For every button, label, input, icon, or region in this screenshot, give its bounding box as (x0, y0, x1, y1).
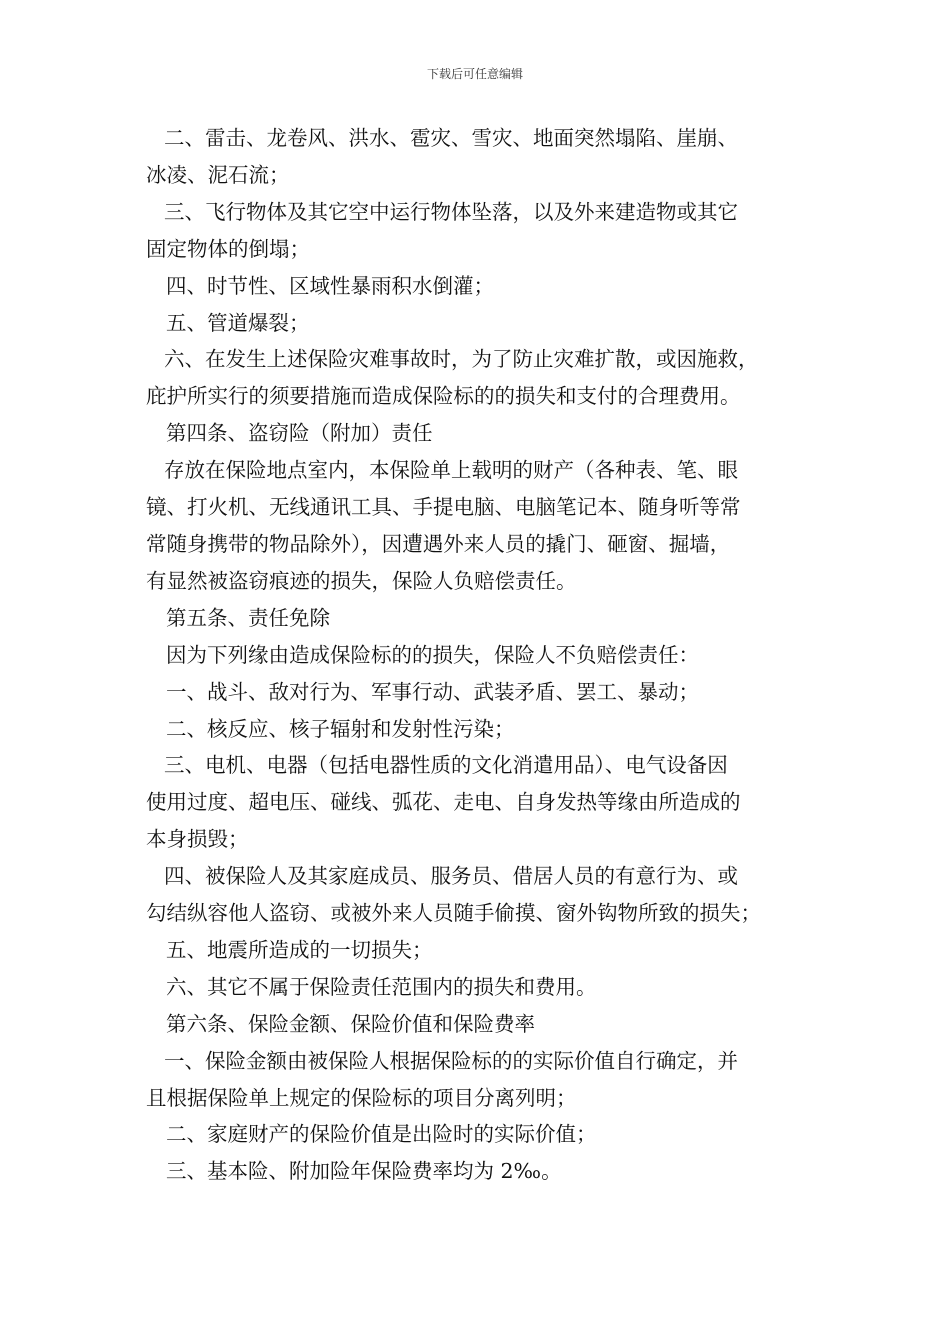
text-line: 二、雷击、龙卷风、洪水、雹灾、雪灾、地面突然塌陷、崖崩、 (164, 126, 738, 150)
text-line: 二、家庭财产的保险价值是出险时的实际价值； (166, 1122, 597, 1147)
text-line: 五、地震所造成的一切损失； (166, 937, 433, 962)
text-line: 有显然被盗窃痕迹的损失，保险人负赔偿责任。 (146, 568, 577, 593)
section-heading: 第六条、保险金额、保险价值和保险费率 (166, 1011, 535, 1036)
text-line: 三、电机、电器（包括电器性质的文化消遣用品）、电气设备因 (164, 753, 728, 778)
text-line: 二、核反应、核子辐射和发射性污染； (166, 716, 515, 741)
text-line: 三、飞行物体及其它空中运行物体坠落，以及外来建造物或其它 (164, 199, 738, 224)
text-line: 一、战斗、敌对行为、军事行动、武装矛盾、罢工、暴动； (166, 679, 699, 704)
text-line: 固定物体的倒塌； (146, 236, 310, 261)
text-line: 常随身携带的物品除外），因遭遇外来人员的撬门、砸窗、掘墙， (146, 531, 731, 556)
body-text (146, 120, 816, 1190)
text-line: 六、其它不属于保险责任范围内的损失和费用。 (166, 974, 597, 999)
text-line: 使用过度、超电压、碰线、弧花、走电、自身发热等缘由所造成的 (146, 790, 741, 815)
text-line: 庇护所实行的须要措施而造成保险标的的损失和支付的合理费用。 (146, 384, 741, 409)
text-line: 六、在发生上述保险灾难事故时，为了防止灾难扩散，或因施救， (164, 347, 759, 372)
section-heading: 第四条、盗窃险（附加）责任 (166, 421, 433, 446)
text-line: 五、管道爆裂； (166, 310, 310, 335)
text-line: 镜、打火机、无线通讯工具、手提电脑、电脑笔记本、随身听等常 (146, 495, 741, 520)
text-line: 一、保险金额由被保险人根据保险标的的实际价值自行确定，并 (164, 1048, 738, 1073)
text-line: 本身损毁； (146, 827, 249, 852)
text-line: 四、时节性、区域性暴雨积水倒灌； (166, 273, 494, 298)
header-note: 下载后可任意编辑 (426, 67, 523, 81)
text-line: 冰凌、泥石流； (146, 162, 290, 187)
text-line: 因为下列缘由造成保险标的的损失，保险人不负赔偿责任： (166, 642, 699, 667)
text-line: 四、被保险人及其家庭成员、服务员、借居人员的有意行为、或 (164, 864, 738, 889)
text-line: 勾结纵容他人盗窃、或被外来人员随手偷摸、窗外钩物所致的损失； (146, 901, 761, 926)
section-heading: 第五条、责任免除 (166, 605, 330, 630)
text-line: 三、基本险、附加险年保险费率均为 2‰。 (166, 1159, 562, 1184)
text-line: 存放在保险地点室内，本保险单上载明的财产（各种表、笔、眼 (164, 458, 738, 483)
text-line: 且根据保险单上规定的保险标的项目分离列明； (146, 1085, 577, 1110)
